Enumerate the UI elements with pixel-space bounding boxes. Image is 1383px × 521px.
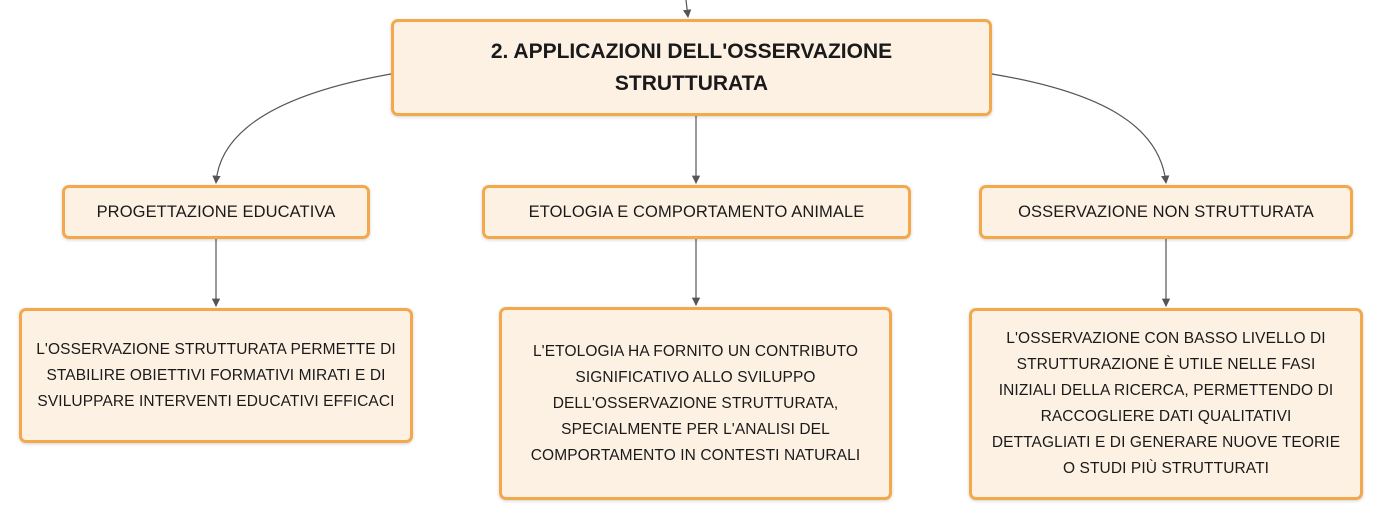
detail-node-osservazione-non-strutturata[interactable] [969, 308, 1363, 500]
root-topic-node[interactable] [391, 19, 992, 116]
branch-label: PROGETTAZIONE EDUCATIVA [96, 202, 336, 221]
parent-connector [686, 0, 688, 17]
branch-node-progettazione-educativa[interactable] [62, 185, 370, 239]
branch-node-osservazione-non-strutturata[interactable] [979, 185, 1353, 239]
detail-text: L'OSSERVAZIONE CON BASSO LIVELLO DI STRUTTURAZIONE È UTILE NELLE FASI INIZIALI DELLA RICERCA, PERMETTENDO DI RACCOGLIERE DATI QUALITATIVI DETTAGLIATI E DI GENERARE NUOVE TEORIE O STUDI PIÙ STRUTTURATI [991, 330, 1341, 477]
connector-root-to-branch-3 [992, 74, 1166, 183]
detail-text: L'OSSERVAZIONE STRUTTURATA PERMETTE DI STABILIRE OBIETTIVI FORMATIVI MIRATI E DI SVILUPPARE INTERVENTI EDUCATIVI EFFICACI [36, 340, 396, 410]
branch-node-etologia[interactable] [482, 185, 911, 239]
branch-label: OSSERVAZIONE NON STRUTTURATA [1018, 202, 1314, 221]
connector-root-to-branch-1 [216, 74, 391, 183]
branch-label: ETOLOGIA E COMPORTAMENTO ANIMALE [528, 202, 865, 221]
detail-node-etologia[interactable] [499, 307, 892, 500]
detail-node-progettazione-educativa[interactable] [19, 308, 413, 443]
root-topic-title: 2. APPLICAZIONI DELL'OSSERVAZIONE STRUTTURATA [490, 39, 893, 95]
detail-text: L'ETOLOGIA HA FORNITO UN CONTRIBUTO SIGNIFICATIVO ALLO SVILUPPO DELL'OSSERVAZIONE STRUTTURATA, SPECIALMENTE PER L'ANALISI DEL COMPORTAMENTO IN CONTESTI NATURALI [530, 342, 861, 464]
